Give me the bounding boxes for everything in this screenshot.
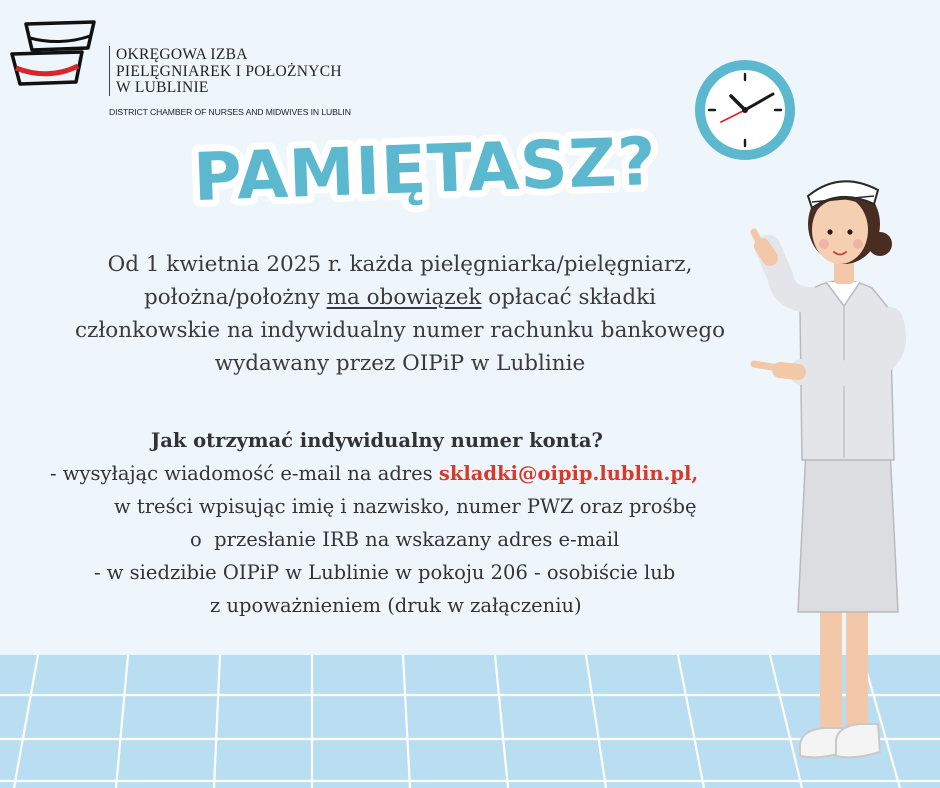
intro-line-2 [0,281,800,314]
intro-line-1: Od 1 kwietnia 2025 r. każda pielęgniarka/pielęgniarz, [107,252,693,277]
logo-divider [109,46,110,96]
howto-item-2: - w siedzibie OIPiP w Lublinie w pokoju 206 - osobiście lub [94,561,676,584]
howto-item-1-text: - wysyłając wiadomość e-mail na adres [50,462,439,485]
intro-line-2-start: położna/położny [143,285,327,310]
clock-icon [693,58,797,162]
email-link[interactable]: skladki@oipip.lublin.pl, [438,462,699,485]
howto-item-1-line-3: o przesłanie IRB na wskazany adres e-mail [190,528,620,551]
chamber-logo [8,16,388,117]
howto-heading: Jak otrzymać indywidualny numer konta? [151,429,603,452]
howto-item-1-line-2: w treści wpisując imię i nazwisko, numer PWZ oraz prośbę [114,495,697,518]
headline [192,118,658,218]
intro-text [0,248,800,380]
nurse-illustration [740,160,940,788]
intro-line-4: wydawany przez OIPiP w Lublinie [214,351,586,376]
logo-name-line1: OKRĘGOWA IZBA [116,46,248,63]
logo-english-name: DISTRICT CHAMBER OF NURSES AND MIDWIVES IN LUBLIN [109,107,351,117]
obligation-underlined: ma obowiązek [326,285,482,310]
intro-line-2-end: opłacać składki [481,285,657,310]
logo-name-line3: W LUBLINIE [116,79,209,96]
howto-item-2-line-2: z upoważnieniem (druk w załączeniu) [210,594,582,617]
logo-name-line2: PIELĘGNIAREK I POŁOŻNYCH [116,62,342,80]
howto-item-1 [50,459,698,489]
headline-text: PAMIĘTASZ? [192,122,658,217]
intro-line-3: członkowskie na indywidualny numer rachunku bankowego [74,318,726,343]
logo-name [116,47,342,97]
chamber-logo-icon [8,16,98,96]
